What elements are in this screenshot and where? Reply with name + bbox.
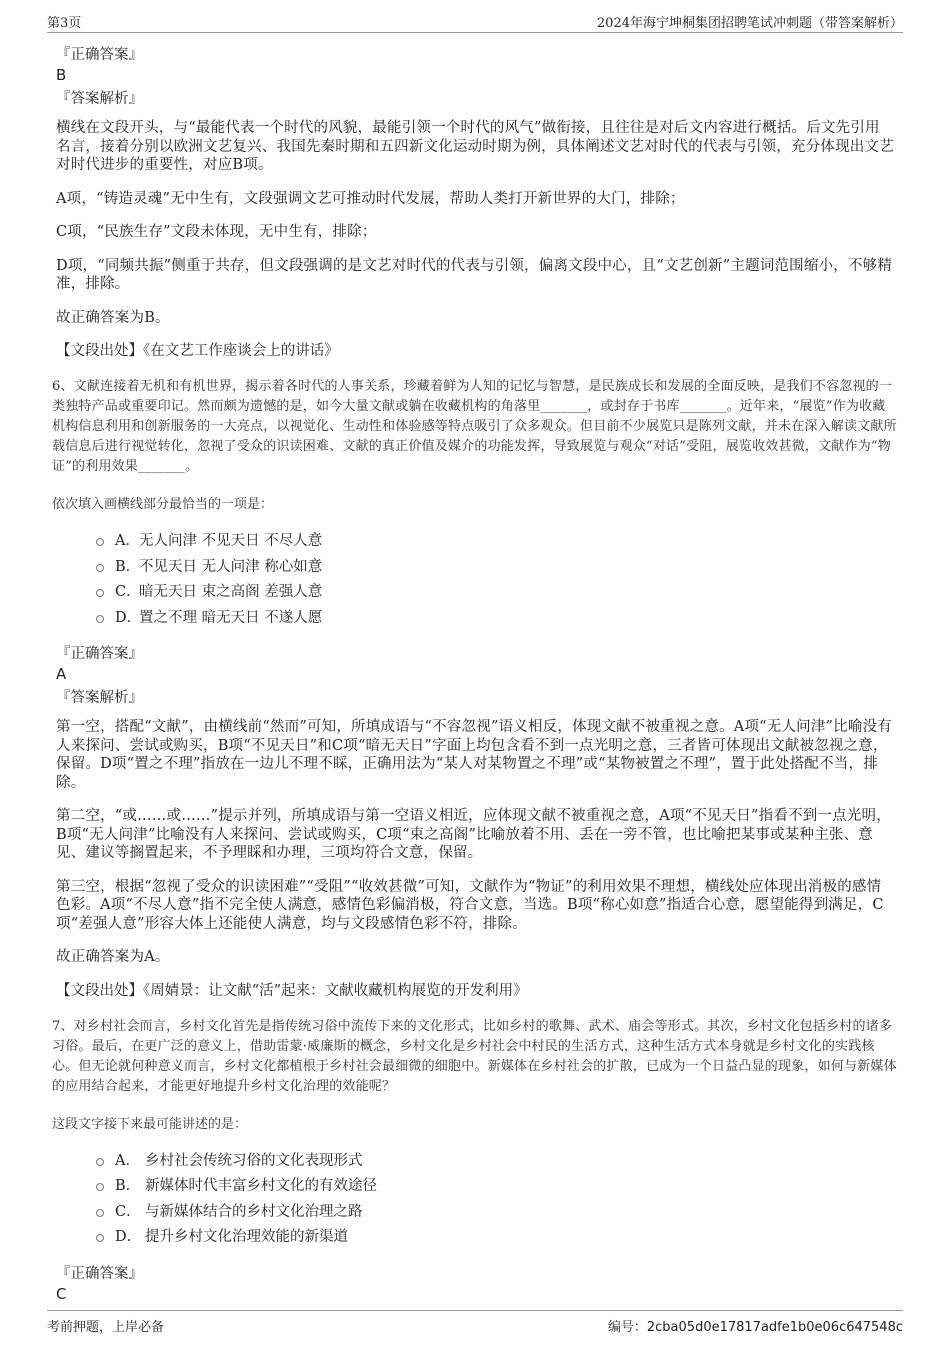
radio-button-icon[interactable] — [96, 1209, 104, 1217]
analysis-conclusion: 故正确答案为A。 — [56, 949, 170, 965]
page-number: 第3页 — [47, 16, 82, 31]
document-code-label: 编号： — [607, 1320, 647, 1335]
q5-answer-section — [56, 46, 894, 361]
question-prompt: 这段文字接下来最可能讲述的是： — [52, 1116, 248, 1132]
analysis-conclusion: 故正确答案为B。 — [56, 309, 170, 326]
option-key: B． — [115, 558, 141, 575]
option-list — [96, 529, 894, 631]
analysis-paragraph: D项，“同频共振”侧重于共存，但文段强调的是文艺对时代的代表与引领，偏离文段中心，且“文艺创新”主题词范围缩小，不够精准，排除。 — [56, 257, 893, 292]
answer-label: 『正确答案』 — [56, 646, 143, 662]
option-key: B． — [115, 1178, 141, 1194]
option-d[interactable] — [96, 606, 894, 632]
option-key: A． — [115, 1152, 140, 1169]
analysis-paragraph: A项，“铸造灵魂”无中生有，文段强调文艺可推动时代发展，帮助人类打开新世界的大门，排除； — [56, 190, 685, 207]
document-title: 2024年海宁坤桐集团招聘笔试冲刺题（带答案解析） — [596, 16, 903, 31]
correct-answer: B — [56, 66, 67, 84]
option-key: C． — [115, 1203, 141, 1220]
option-key: C． — [115, 584, 141, 600]
analysis-paragraph: 第三空，根据“忽视了受众的识读困难”“受阻”“收效甚微”可知，文献作为“物证”的利用效果不理想，横线处应体现出消极的感情色彩。A项“不尽人意”指不完全使人满意，感情色彩偏消极，符合文意，当选。B项“称心如意”指适合心意，愿望能得到满足，C项“差强人意”形容大体上还能使人满意，均与文段感情色彩不符，排除。 — [56, 878, 884, 932]
analysis-paragraph: 横线在文段开头，与“最能代表一个时代的风貌，最能引领一个时代的风气”做衔接，且往往是对后文内容进行概括。后文先引用名言，接着分别以欧洲文艺复兴、我国先秦时期和五四新文化运动时期为例，具体阐述文艺对时代的代表与引领，充分体现出文艺对时代进步的重要性，对应B项。 — [56, 120, 894, 173]
option-key: D． — [115, 1229, 142, 1245]
answer-label: 『正确答案』 — [56, 1265, 143, 1282]
radio-button-icon[interactable] — [96, 538, 104, 546]
question-text: 7、对乡村社会而言，乡村文化首先是指传统习俗中流传下来的文化形式，比如乡村的歌舞、武术、庙会等形式。其次，乡村文化包括乡村的诸多习俗。最后，在更广泛的意义上，借助雷蒙·威廉斯的概念，乡村文化是乡村社会中村民的生活方式，这种生活方式本身就是乡村文化的实践核心。但无论就何种意义而言，乡村文化都植根于乡村社会最细微的细胞中。新媒体在乡村社会的扩散，已成为一个日益凸显的现象，如何与新媒体的应用结合起来，才能更好地提升乡村文化治理的效能呢？ — [52, 1018, 897, 1094]
radio-button-icon[interactable] — [96, 589, 104, 597]
option-a[interactable] — [96, 1149, 894, 1175]
page-header — [47, 10, 903, 33]
radio-button-icon[interactable] — [96, 615, 104, 623]
option-a[interactable] — [96, 529, 894, 555]
option-text: 暗无天日 束之高阁 差强人意 — [139, 584, 323, 600]
option-key: A． — [115, 533, 140, 549]
analysis-paragraph: C项，“民族生存”文段未体现，无中生有，排除； — [56, 224, 377, 240]
correct-answer: A — [56, 665, 67, 683]
option-text: 乡村社会传统习俗的文化表现形式 — [145, 1152, 363, 1169]
question-text: 6、文献连接着无机和有机世界，揭示着各时代的人事关系，珍藏着鲜为人知的记忆与智慧，是民族成长和发展的全面反映，是我们不容忽视的一类独特产品或重要印记。然而颇为遗憾的是，如今大量文献或躺在收藏机构的角落里_______，或封存于书库_______。近年来，“展览”作为收藏机构信息利用和创新服务的一大亮点，以视觉化、生动性和体验感等特点吸引了众多观众。但目前不少展览只是陈列文献，并未在深入解读文献所载信息后进行视觉转化，忽视了受众的识读困难、文献的真正价值及媒介的功能发挥，导致展览与观众“对话”受阻，展览收效甚微，文献作为“物证”的利用效果_______。 — [52, 379, 897, 474]
question-6 — [52, 377, 897, 1001]
option-c[interactable] — [96, 580, 894, 606]
option-d[interactable] — [96, 1225, 894, 1251]
option-text: 提升乡村文化治理效能的新渠道 — [145, 1229, 348, 1245]
answer-label: 『正确答案』 — [56, 47, 143, 63]
option-text: 与新媒体结合的乡村文化治理之路 — [145, 1203, 363, 1220]
option-text: 无人问津 不见天日 不尽人意 — [139, 533, 323, 549]
option-text: 不见天日 无人问津 称心如意 — [139, 558, 323, 575]
option-b[interactable] — [96, 555, 894, 581]
question-prompt: 依次填入画横线部分最恰当的一项是： — [52, 497, 274, 512]
document-code — [608, 1316, 903, 1335]
analysis-paragraph: 第二空，“或……或……”提示并列，所填成语与第一空语义相近，应体现文献不被重视之意，A项“不见天日”指看不到一点光明，B项“无人问津”比喻没有人来探问、尝试或购买，C项“束之高阁”比喻放着不用、丢在一旁不管，也比喻把某事或某种主张、意见、建议等搁置起来，不予理睬和办理，三项均符合文意，保留。 — [56, 808, 891, 861]
analysis-label: 『答案解析』 — [56, 690, 143, 706]
document-code-value: 2cba05d0e17817adfe1b0e06c647548c — [646, 1320, 903, 1335]
correct-answer: C — [56, 1284, 67, 1303]
page-content — [52, 46, 897, 1309]
option-key: D． — [115, 609, 142, 626]
option-text: 新媒体时代丰富乡村文化的有效途径 — [145, 1178, 377, 1194]
footer-slogan: 考前押题，上岸必备 — [47, 1320, 165, 1335]
option-c[interactable] — [96, 1200, 894, 1226]
source-citation: 【文段出处】《周婧景：让文献“活”起来：文献收藏机构展览的开发利用》 — [56, 982, 528, 999]
option-b[interactable] — [96, 1174, 894, 1200]
radio-button-icon[interactable] — [96, 1158, 104, 1166]
radio-button-icon[interactable] — [96, 1183, 104, 1191]
option-list — [96, 1149, 894, 1251]
question-7 — [52, 1017, 897, 1304]
option-text: 置之不理 暗无天日 不遂人愿 — [139, 609, 323, 626]
radio-button-icon[interactable] — [96, 564, 104, 572]
analysis-paragraph: 第一空，搭配“文献”，由横线前“然而”可知，所填成语与“不容忽视”语义相反，体现文献不被重视之意。A项“无人问津”比喻没有人来探问、尝试或购买，B项“不见天日”和C项“暗无天日”字面上均包含看不到一点光明之意，三者皆可体现出文献被忽视之意，保留。D项“置之不理”指放在一边儿不理不睬，正确用法为“某人对某物置之不理”或“某物被置之不理”，置于此处搭配不当，排除。 — [56, 719, 892, 791]
analysis-label: 『答案解析』 — [56, 91, 143, 107]
page-footer — [47, 1310, 903, 1337]
source-citation: 【文段出处】《在文艺工作座谈会上的讲话》 — [56, 343, 339, 359]
radio-button-icon[interactable] — [96, 1234, 104, 1242]
